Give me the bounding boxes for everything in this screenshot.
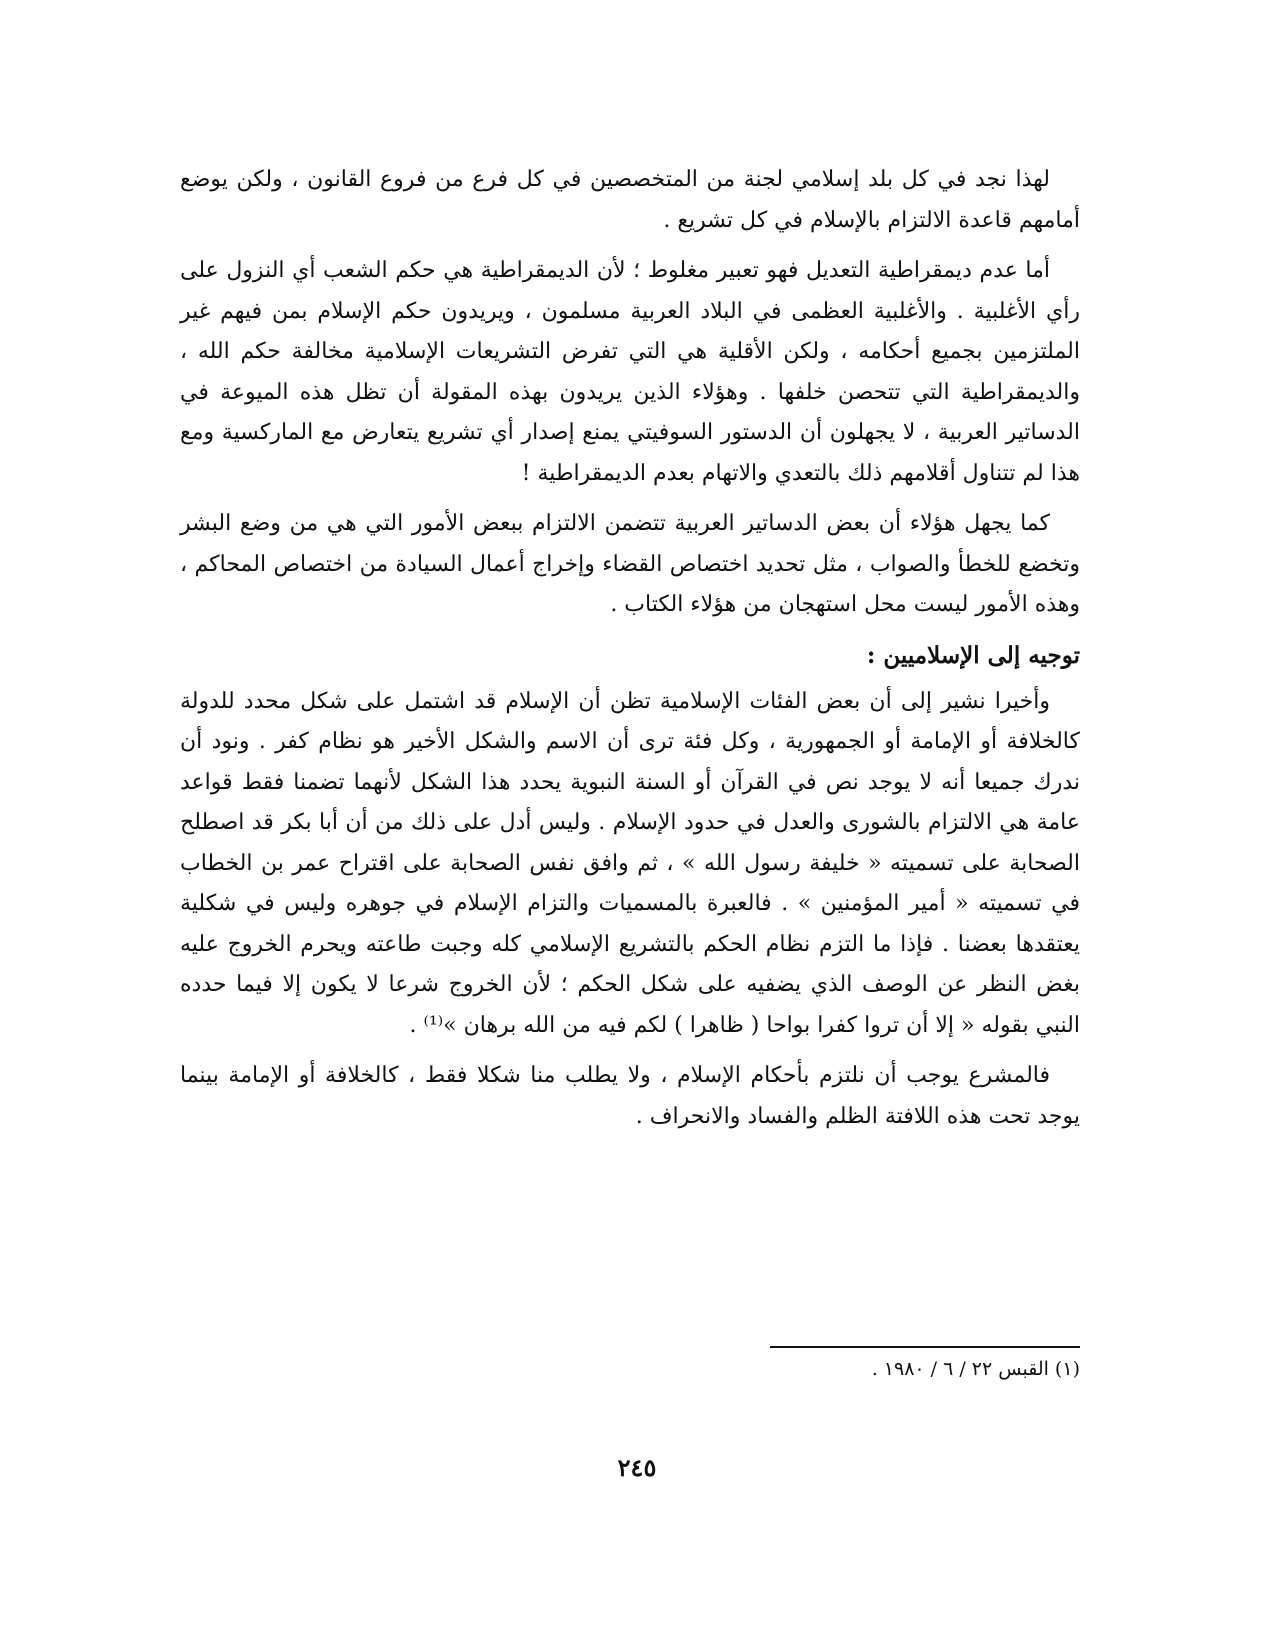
paragraph-democracy: أما عدم ديمقراطية التعديل فهو تعبير مغلوط ؛ لأن الديمقراطية هي حكم الشعب أي النزول على رأي الأغلبية . والأغلبية العظمى في البلاد العربية مسلمون ، ويريدون حكم الإسلام بمن فيهم غير الملتزمين بجميع أحكامه ، ولكن الأقلية هي التي تفرض التشريعات الإسلامية مخالفة حكم الله ، والديمقراطية التي تتحصن خلفها . وهؤلاء الذين يريدون بهذه المقولة أن تظل هذه الميوعة في الدساتير العربية ، لا يجهلون أن الدستور السوفيتي يمنع إصدار أي تشريع يتعارض مع الماركسية ومع هذا لم تتناول أقلامهم ذلك بالتعدي والاتهام بعدم الديمقراطية ! <box>180 258 1080 486</box>
body-text <box>180 160 1080 1147</box>
paragraph-islamists: وأخيرا نشير إلى أن بعض الفئات الإسلامية تظن أن الإسلام قد اشتمل على شكل محدد للدولة كالخلافة أو الإمامة أو الجمهورية ، وكل فئة ترى أن الاسم والشكل الأخير هو نظام كفر . ونود أن ندرك جميعا أنه لا يوجد نص في القرآن أو السنة النبوية يحدد هذا الشكل لأنهما تضمنا فقط قواعد عامة هي الالتزام بالشورى والعدل في حدود الإسلام . وليس أدل على ذلك من أن أبا بكر قد اصطلح الصحابة على تسميته « خليفة رسول الله » ، ثم وافق نفس الصحابة على اقتراح عمر بن الخطاب في تسميته « أمير المؤمنين » . فالعبرة بالمسميات والتزام الإسلام في جوهره وليس في شكلية يعتقدها بعضنا . فإذا ما التزم نظام الحكم بالتشريع الإسلامي كله وجبت طاعته ويحرم الخروج عليه بغض النظر عن الوصف الذي يضفيه على شكل الحكم ؛ لأن الخروج شرعا لا يكون إلا فيما حدده النبي بقوله « إلا أن تروا كفرا بواحا ( ظاهرا ) لكم فيه من الله برهان »⁽¹⁾ . <box>180 688 1080 1038</box>
footnote-divider <box>770 1346 1080 1348</box>
page-number: ٢٤٥ <box>617 1453 657 1482</box>
section-heading: توجيه إلى الإسلاميين : <box>866 641 1080 669</box>
paragraph-constitutions: كما يجهل هؤلاء أن بعض الدساتير العربية تتضمن الالتزام ببعض الأمور التي هي من وضع البشر وتخضع للخطأ والصواب ، مثل تحديد اختصاص القضاء وإخراج أعمال السيادة من اختصاص المحاكم ، وهذه الأمور ليست محل استهجان من هؤلاء الكتاب . <box>180 511 1081 617</box>
paragraph-legislator: فالمشرع يوجب أن نلتزم بأحكام الإسلام ، ولا يطلب منا شكلا فقط ، كالخلافة أو الإمامة بينما يوجد تحت هذه اللافتة الظلم والفساد والانحراف . <box>180 1063 1080 1129</box>
paragraph-committees: لهذا نجد في كل بلد إسلامي لجنة من المتخصصين في كل فرع من فروع القانون ، ولكن يوضع أمامهم قاعدة الالتزام بالإسلام في كل تشريع . <box>180 167 1080 233</box>
footnote: (١) القبس ٢٢ / ٦ / ١٩٨٠ . <box>871 1358 1080 1380</box>
